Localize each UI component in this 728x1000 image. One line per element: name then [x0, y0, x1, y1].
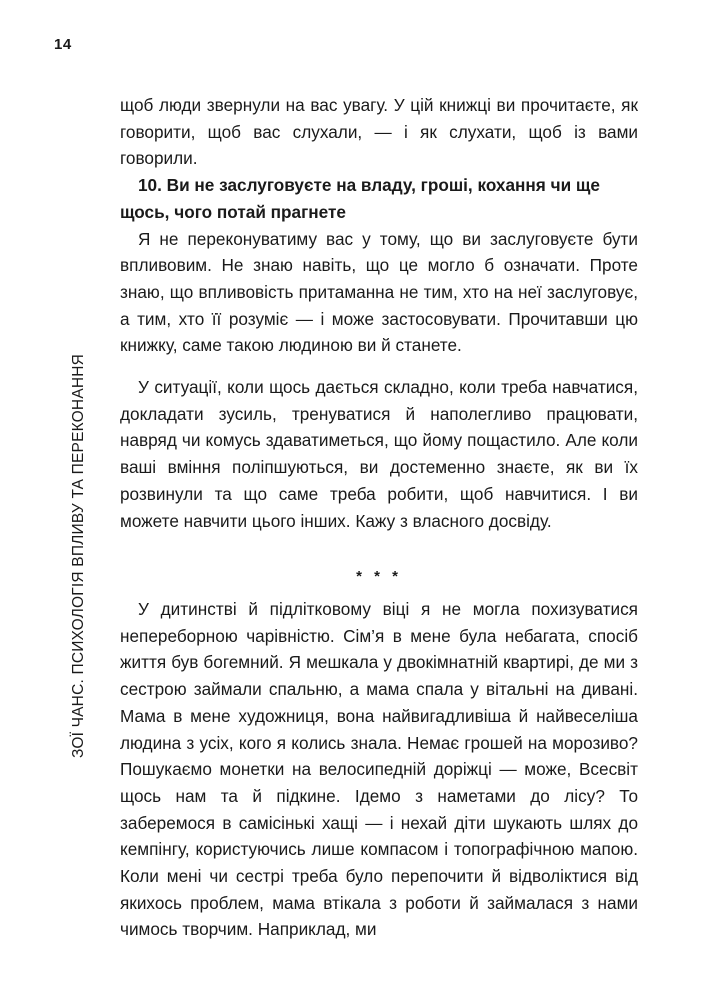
section-separator: * * *	[356, 568, 402, 585]
paragraph-intro-continuation: щоб люди звернули на вас увагу. У цій книжці ви прочитаєте, як говорити, щоб вас слухали, — і як слухати, щоб із вами говорили.	[120, 95, 638, 169]
paragraph-item-10-body: Я не переконуватиму вас у тому, що ви заслуговуєте бути впливовим. Не знаю навіть, що це могло б означати. Проте знаю, що впливовість притаманна не тим, хто на неї заслуговує, а тим, хто її розуміє — і може застосовувати. Прочитавши цю книжку, саме такою людиною ви й станете.	[120, 228, 638, 356]
item-10-heading: 10. Ви не заслуговуєте на владу, гроші, кохання чи ще щось, чого потай прагнете	[120, 175, 600, 222]
section-childhood	[120, 596, 638, 943]
page-number: 14	[54, 36, 72, 53]
running-head: ЗОЇ ЧАНС. ПСИХОЛОГІЯ ВПЛИВУ ТА ПЕРЕКОНАННЯ	[70, 353, 87, 759]
paragraph-skills: У ситуації, коли щось дається складно, коли треба навчатися, докладати зусиль, тренуватися й наполегливо працювати, навряд чи комусь здаватиметься, що йому пощастило. Але коли ваші вміння поліпшуються, ви достеменно знаєте, як ви їх розвинули та що саме треба робити, щоб навчитися. І ви можете навчити цього інших. Кажу з власного досвіду.	[120, 377, 638, 531]
section-top	[120, 92, 638, 359]
section-skills	[120, 374, 638, 534]
paragraph-childhood: У дитинстві й підлітковому віці я не могла похизуватися непереборною чарівністю. Сім’я в мене була небагата, спосіб життя був богемний. Я мешкала у двокімнатній квартирі, де ми з сестрою займали спальню, а мама спала у вітальні на дивані. Мама в мене художниця, вона найвигадливіша й найвеселіша людина з усіх, кого я колись знала. Немає грошей на морозиво? Пошукаємо монетки на велосипедній доріжці — може, Всесвіт щось нам та й підкине. Ідемо з наметами до лісу? То заберемося в самісінькі хащі — і нехай діти шукають шлях до кемпінгу, користуючись лише компасом і топографічною мапою. Коли мені чи сестрі треба було перепочити й відволіктися від якихось проблем, мама втікала з роботи й займалася з нами чимось творчим. Наприклад, ми	[120, 599, 638, 940]
